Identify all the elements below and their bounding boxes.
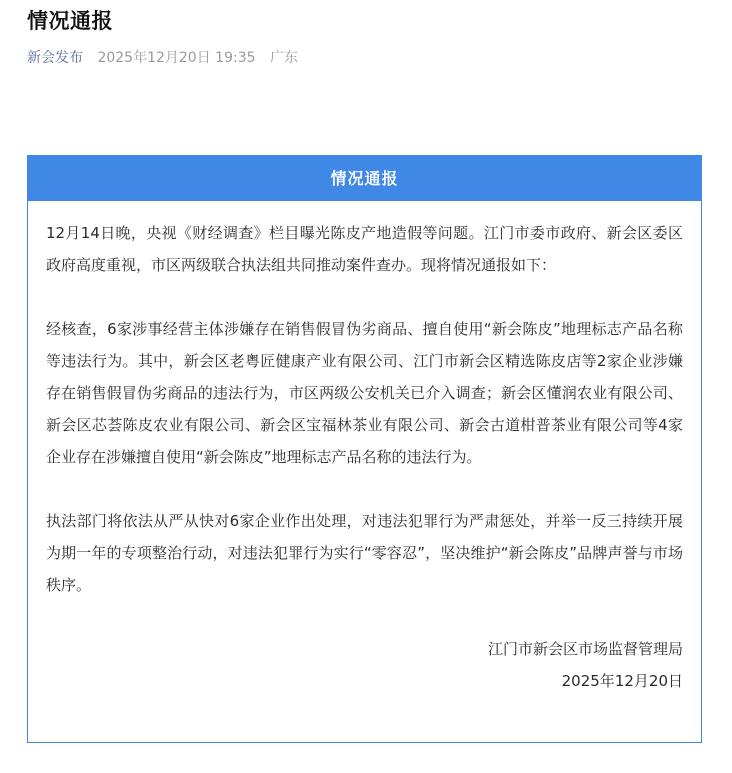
article-source-link[interactable]: 新会发布 [27,50,83,66]
article-title: 情况通报 [27,9,113,33]
signature-organization: 江门市新会区市场监督管理局 [487,640,683,658]
article-meta [27,48,308,68]
notice-body [28,201,701,697]
article-location: 广东 [269,50,298,66]
signature-date: 2025年12月20日 [561,672,683,690]
article-datetime: 2025年12月20日 19:35 [97,50,256,66]
notice-paragraph-actions: 执法部门将依法从严从快对6家企业作出处理，对违法犯罪行为严肃惩处，并举一反三持续开展为期一年的专项整治行动，对违法犯罪行为实行“零容忍”，坚决维护“新会陈皮”品牌声誉与市场秩序。 [46,512,683,594]
notice-signature [46,633,683,697]
notice-paragraph-findings: 经核查，6家涉事经营主体涉嫌存在销售假冒伪劣商品、擅自使用“新会陈皮”地理标志产品名称等违法行为。其中，新会区老粤匠健康产业有限公司、江门市新会区精选陈皮店等2家企业涉嫌存在销售假冒伪劣商品的违法行为，市区两级公安机关已介入调查；新会区懂润农业有限公司、新会区芯荟陈皮农业有限公司、新会区宝福林茶业有限公司、新会古道柑普茶业有限公司等4家企业存在涉嫌擅自使用“新会陈皮”地理标志产品名称的违法行为。 [46,320,683,466]
notice-header: 情况通报 [28,156,701,201]
notice-card [27,155,702,743]
notice-paragraph-intro: 12月14日晚，央视《财经调查》栏目曝光陈皮产地造假等问题。江门市委市政府、新会区委区政府高度重视，市区两级联合执法组共同推动案件查办。现将情况通报如下： [46,224,683,274]
